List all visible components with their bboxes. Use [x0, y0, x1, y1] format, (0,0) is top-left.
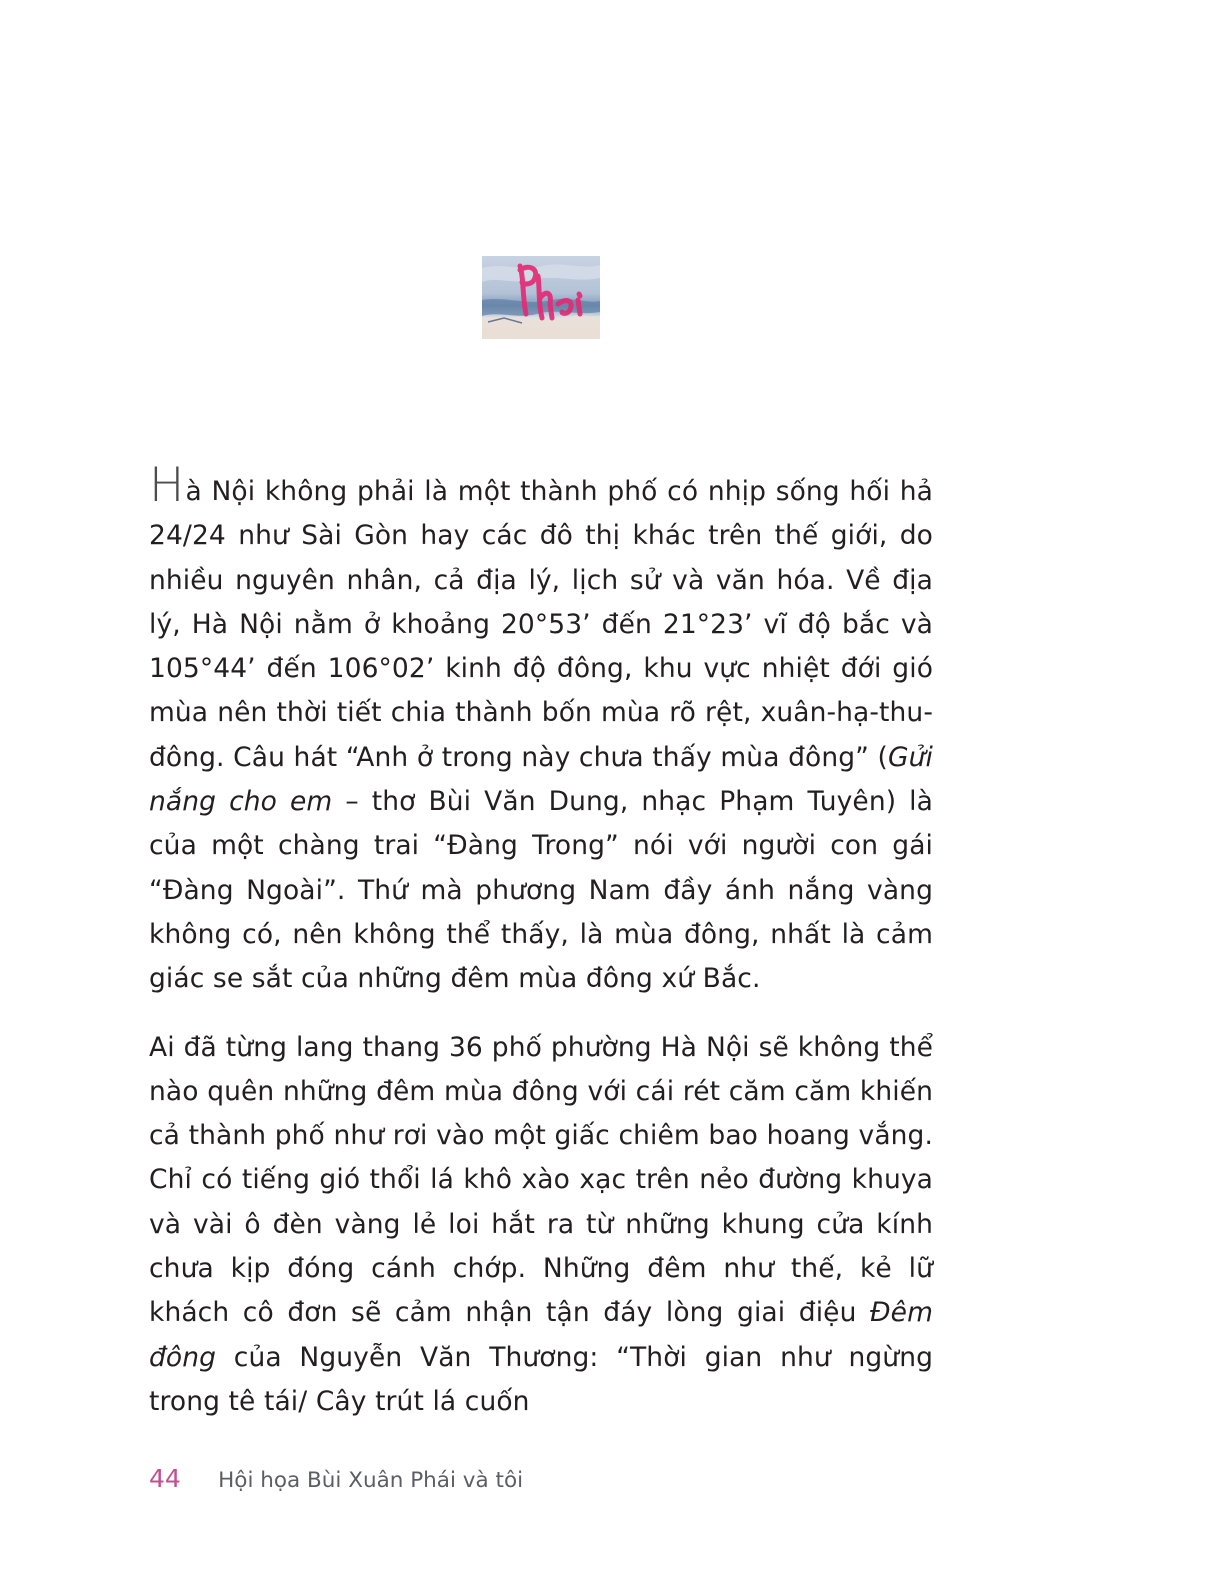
text-line: nguyên nhân, cả địa lý, lịch sử và văn hóa. Về địa lý, Hà Nội — [149, 564, 933, 640]
text-line: có tiếng gió thổi lá khô xào xạc trên nẻo đường khuya và vài — [149, 1164, 933, 1240]
text-line: 24/24 như Sài Gòn hay các đô thị khác trên thế giới, do nhiều — [149, 520, 933, 596]
page-footer — [149, 1463, 523, 1497]
page-number: 44 — [149, 1464, 181, 1493]
text-line: mùa đông, nhất là cảm giác se sắt của những đêm mùa đông — [149, 918, 933, 995]
song-title-italic: Đêm đông — [149, 1297, 933, 1373]
text-line: nào quên những đêm mùa đông với cái rét căm căm khiến cả — [149, 1075, 933, 1152]
body-text — [149, 458, 934, 1424]
text-line: à Nội không phải là một thành phố có nhịp sống hối hả — [185, 476, 933, 507]
painting-signature-svg — [482, 256, 600, 339]
text-line: Thương: “Thời gian như ngừng trong tê tái/ Cây trút lá cuốn — [149, 1341, 934, 1417]
text-line: thành phố như rơi vào một giấc chiêm bao hoang vắng. Chỉ — [149, 1120, 933, 1196]
text-line: đóng cánh chớp. Những đêm như thế, kẻ lữ khách cô đơn sẽ — [149, 1253, 933, 1329]
text-line: Văn Dung, nhạc Phạm Tuyên) là của một chàng trai “Đàng — [149, 786, 933, 862]
running-title: Hội họa Bùi Xuân Phái và tôi — [218, 1468, 524, 1493]
text-line: nằm ở khoảng 20°53’ đến 21°23’ vĩ độ bắc và 105°44’ đến — [149, 608, 933, 685]
drop-cap: H — [149, 458, 185, 513]
paragraph-1 — [149, 458, 934, 1002]
text-line: – thơ Bùi — [332, 786, 472, 818]
text-line: Ai đã từng lang thang 36 phố phường Hà Nội sẽ không thể — [149, 1031, 933, 1063]
paragraph-2 — [149, 1026, 933, 1425]
song-title-italic: Gửi nắng cho em — [149, 741, 933, 818]
text-line: Nam đầy ánh nắng vàng không có, nên không thể thấy, là — [149, 874, 933, 950]
text-line: cảm nhận tận đáy lòng giai điệu — [394, 1297, 871, 1329]
text-line: chia thành bốn mùa rõ rệt, xuân-hạ-thu-đông. Câu hát “Anh — [149, 697, 933, 773]
text-line: ô đèn vàng lẻ loi hắt ra từ những khung cửa kính chưa kịp — [149, 1208, 933, 1285]
text-line: Trong” nói với người con gái “Đàng Ngoài”. Thứ mà phương — [149, 830, 934, 906]
painting-signature-illustration — [482, 256, 600, 339]
text-line: 106°02’ kinh độ đông, khu vực nhiệt đới gió mùa nên thời tiết — [149, 653, 934, 729]
text-line: của Nguyễn Văn — [216, 1341, 472, 1373]
text-line: xứ Bắc. — [661, 963, 761, 995]
text-line: ở trong này chưa thấy mùa đông” ( — [416, 741, 888, 773]
